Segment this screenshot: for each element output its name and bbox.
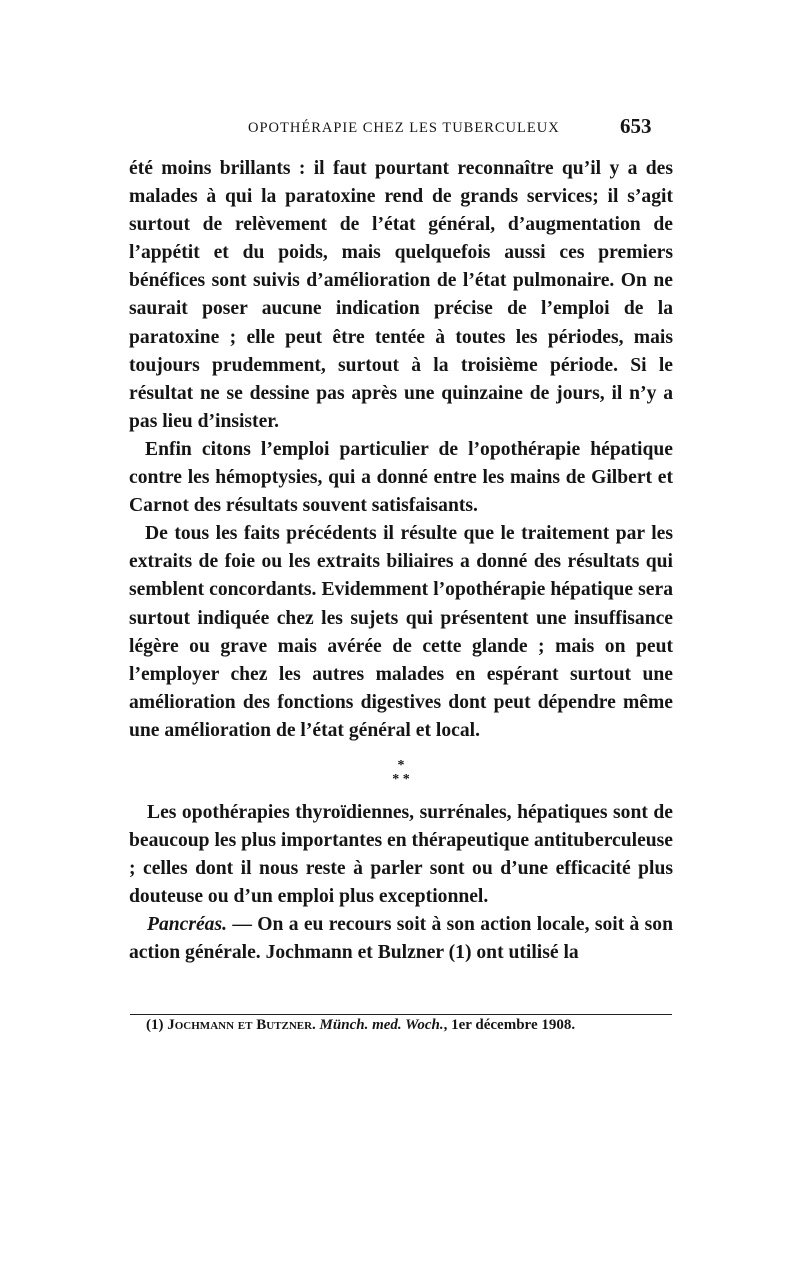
paragraph-3: De tous les faits précédents il résulte que le traitement par les extraits de foie ou les extraits biliaires a donné des résultats qui semblent concordants. Evidemment l’opothérapie hépatique sera surtout indiquée chez les sujets qui présentent une insuffisance légère ou grave mais avérée de cette glande ; mais on peut l’employer chez les autres malades en espérant surtout une amélioration des fonctions digestives dont peut dépendre même une amélioration de l’état général et local.	[129, 523, 673, 741]
footnote-authors: Jochmann et Butzner.	[167, 1017, 316, 1033]
paragraph-2: Enfin citons l’emploi particulier de l’opothérapie hépatique contre les hémoptysies, qui a donné entre les mains de Gilbert et Carnot des résultats souvent satisfaisants.	[129, 438, 673, 517]
paragraph-1: été moins brillants : il faut pourtant reconnaître qu’il y a des malades à qui la paratoxine rend de grands services; il s’agit surtout de relèvement de l’état général, d’augmentation de l’appétit et du poids, mais quelquefois aussi ces premiers bénéfices sont suivis d’amélioration de l’état pulmonaire. On ne saurait poser aucune indication précise de l’emploi de la paratoxine ; elle peut être tentée à toutes les périodes, mais toujours prudemment, surtout à la troisième période. Si le résultat ne se dessine pas après une quinzaine de jours, il n’y a pas lieu d’insister.	[129, 158, 673, 432]
paragraph-4: Les opothérapies thyroïdiennes, surrénales, hépatiques sont de beaucoup les plus importantes en thérapeutique antituberculeuse ; celles dont il nous reste à parler sont ou d’une efficacité plus douteuse ou d’un emploi plus exceptionnel.	[129, 801, 673, 908]
paragraph-5-text: — On a eu recours soit à son action locale, soit à son action générale. Jochmann et Bulzner (1) ont utilisé la	[129, 914, 673, 964]
footnote	[146, 1017, 575, 1034]
footnote-journal: Münch. med. Woch.	[319, 1017, 444, 1033]
running-head	[0, 114, 800, 144]
footnote-marker: (1)	[146, 1017, 164, 1033]
footnote-date: , 1er décembre 1908.	[443, 1017, 576, 1033]
body-text	[129, 155, 673, 968]
section-label: Pancréas.	[147, 914, 228, 936]
footnote-rule	[130, 1014, 672, 1015]
asterism-bottom: * *	[392, 771, 410, 787]
asterism	[129, 759, 673, 787]
running-title: OPOTHÉRAPIE CHEZ LES TUBERCULEUX	[248, 120, 560, 136]
paragraph-5	[129, 911, 673, 967]
asterism-top: *	[397, 757, 405, 773]
page-number: 653	[620, 114, 652, 138]
